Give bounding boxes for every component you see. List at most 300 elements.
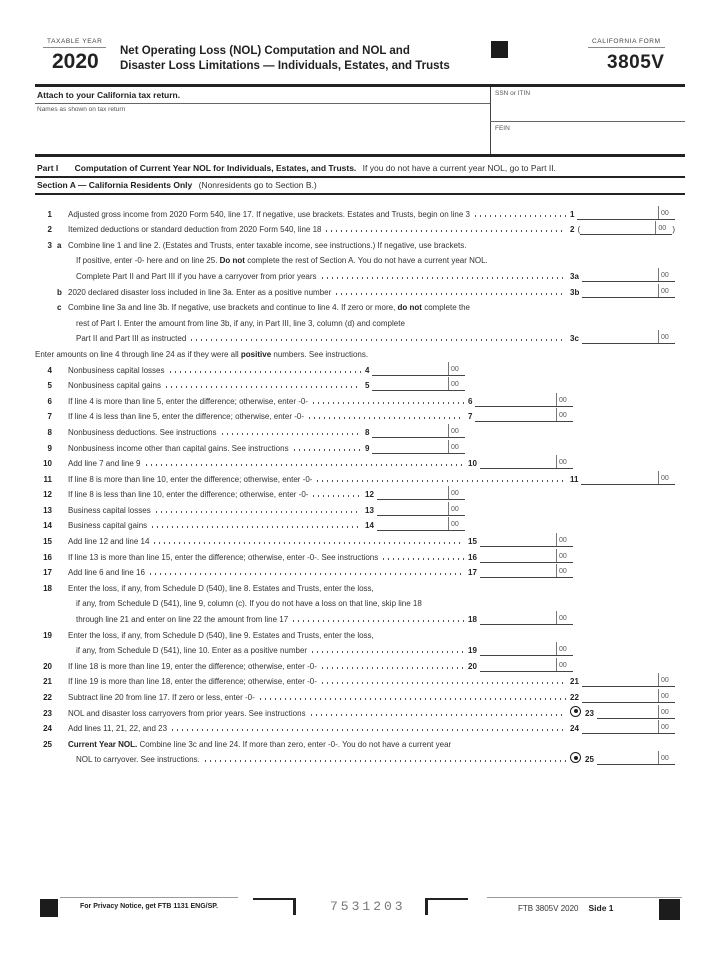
attach-underline [35, 103, 490, 104]
entry-line-number: 13 [365, 505, 374, 515]
form-line-9 [35, 438, 685, 454]
form-line-6 [35, 391, 685, 407]
line-number: 15 [43, 537, 52, 547]
cents-00-label: 00 [448, 424, 465, 437]
cents-00-label: 00 [448, 486, 465, 499]
corner-bracket-right-icon [253, 898, 296, 915]
line-18-dollars-input[interactable] [480, 612, 556, 624]
entry-line-number: 12 [365, 490, 374, 500]
line-text: if any, from Schedule D (541), line 10. Enter as a positive number [76, 646, 308, 656]
cents-00-label: 00 [658, 284, 675, 297]
amount-entry-line [480, 534, 573, 547]
line-sub-letter [52, 733, 68, 734]
registration-mark-square [491, 41, 508, 58]
line-text: if any, from Schedule D (541), line 9, column (c). If you do not have a loss on that line, skip line 18 [76, 599, 422, 609]
note-text: Enter amounts on line 4 through line 24 as if they were all positive numbers. See instructions. [35, 349, 369, 359]
line-text: Enter the loss, if any, from Schedule D (540), line 9. Estates and Trusts, enter the loss, [68, 630, 374, 640]
line-number: 17 [43, 568, 52, 578]
dotted-leader [322, 277, 566, 279]
line-sub-letter: a [57, 240, 62, 250]
line-sub-letter [52, 749, 68, 750]
fein-field[interactable] [492, 133, 682, 153]
line-text: NOL and disaster loss carryovers from prior years. See instructions [68, 708, 306, 718]
line-sub-letter [52, 375, 68, 376]
amount-entry-line [582, 331, 675, 344]
entry-line-number: 5 [365, 381, 370, 391]
line-text: Nonbusiness capital gains [68, 381, 161, 391]
cents-00-label: 00 [448, 377, 465, 390]
cents-00-label: 00 [658, 206, 675, 219]
names-label: Names as shown on tax return [37, 106, 126, 113]
line-text: Nonbusiness deductions. See instructions [68, 427, 217, 437]
line-24-amount-field [570, 721, 675, 734]
dotted-leader [260, 698, 566, 700]
line-16-dollars-input[interactable] [480, 550, 556, 562]
amount-entry-line [577, 207, 675, 220]
line-number: 21 [43, 677, 52, 687]
dotted-leader [313, 495, 361, 497]
line-text: Adjusted gross income from 2020 Form 540, line 17. If negative, use brackets. Estates and Trusts, begin on line 3 [68, 209, 470, 219]
line-number: 24 [43, 724, 52, 734]
cents-00-label: 00 [556, 408, 573, 421]
entry-line-number: 18 [468, 615, 477, 625]
line-sub-letter [52, 671, 68, 672]
cents-00-label: 00 [658, 268, 675, 281]
line-9-amount-field [365, 441, 465, 454]
line-5-dollars-input[interactable] [372, 378, 448, 390]
dotted-leader [326, 230, 566, 232]
dotted-leader [293, 620, 464, 622]
line-7-amount-field [468, 409, 573, 422]
amount-entry-line [475, 394, 573, 407]
entry-line-number: 24 [570, 724, 579, 734]
entry-line-number: 3c [570, 334, 579, 344]
entry-line-number: 17 [468, 568, 477, 578]
amount-entry-line [475, 409, 573, 422]
form-line-18-cont2 [35, 609, 685, 625]
cents-00-label: 00 [448, 517, 465, 530]
dotted-leader [150, 573, 464, 575]
line-sub-letter [52, 421, 68, 422]
header-bottom-rule [35, 154, 685, 157]
form-line-23 [35, 703, 685, 719]
part1-underline [35, 176, 685, 178]
line-19-amount-field [468, 643, 573, 656]
form-line-22 [35, 687, 685, 703]
sectionA-underline [35, 193, 685, 195]
form-line-7 [35, 407, 685, 423]
dotted-leader [146, 464, 465, 466]
entry-line-number: 25 [585, 755, 594, 765]
part1-header [37, 163, 556, 173]
amount-entry-line [480, 565, 573, 578]
line-23-dollars-input[interactable] [597, 706, 658, 718]
line-6-dollars-input[interactable] [475, 394, 556, 406]
line-text: Add line 7 and line 9 [68, 459, 141, 469]
line-20-dollars-input[interactable] [480, 659, 556, 671]
footer-left-square [40, 899, 58, 917]
amount-entry-line [581, 472, 675, 485]
form-line-25 [35, 734, 685, 750]
line-text: Combine line 1 and line 2. (Estates and Trusts, enter taxable income, see instructions.) If negative, use brackets. [68, 240, 467, 250]
line-number: 16 [43, 552, 52, 562]
amount-entry-line [372, 378, 465, 391]
dotted-leader [172, 729, 566, 731]
cents-00-label: 00 [658, 705, 675, 718]
line-2-dollars-input[interactable] [580, 222, 655, 234]
form-line-24 [35, 719, 685, 735]
form-line-20 [35, 656, 685, 672]
form-line-2 [35, 220, 685, 236]
line-number: 2 [47, 225, 52, 235]
ssn-field[interactable] [492, 98, 682, 120]
form-line-16 [35, 547, 685, 563]
taxable-year-value: 2020 [52, 50, 99, 73]
corner-bracket-left-icon [425, 898, 468, 915]
cents-00-label: 00 [658, 720, 675, 733]
dotted-leader [294, 449, 361, 451]
line-sub-letter [52, 390, 68, 391]
line-3c-dollars-input[interactable] [582, 331, 658, 343]
form-line-5 [35, 376, 685, 392]
line-text: Part II and Part III as instructed [76, 334, 187, 344]
line-number: 18 [43, 583, 52, 593]
entry-line-number: 16 [468, 552, 477, 562]
entry-line-number: 10 [468, 459, 477, 469]
scan-code: 7531203 [330, 899, 406, 914]
privacy-topline [60, 897, 238, 898]
line-number: 4 [47, 365, 52, 375]
line-number: 11 [43, 474, 52, 484]
line-3b-amount-field [570, 285, 675, 298]
taxable-year-label: TAXABLE YEAR [43, 38, 106, 48]
dotted-leader [166, 386, 361, 388]
line-sub-letter [52, 453, 68, 454]
line-12-dollars-input[interactable] [377, 487, 448, 499]
amount-entry-line [582, 269, 675, 282]
form-line-4 [35, 360, 685, 376]
entry-line-number: 15 [468, 537, 477, 547]
entry-line-number: 8 [365, 427, 370, 437]
cents-00-label: 00 [556, 658, 573, 671]
amount-entry-line [580, 222, 672, 235]
footer-side-label: Side 1 [588, 903, 614, 913]
form-line-10 [35, 454, 685, 470]
form-line-11 [35, 469, 685, 485]
dotted-leader [205, 760, 566, 762]
line-sub-letter [52, 577, 68, 578]
amount-entry-line [597, 752, 675, 765]
line-sub-letter [52, 530, 68, 531]
line-text: Itemized deductions or standard deduction from 2020 Form 540, line 18 [68, 225, 322, 235]
line-number: 25 [43, 739, 52, 749]
line-sub-letter [52, 562, 68, 563]
line-text: If line 8 is less than line 10, enter the difference; otherwise, enter -0- [68, 490, 309, 500]
dotted-leader [154, 542, 464, 544]
form-title [120, 44, 450, 74]
entry-line-number: 4 [365, 365, 370, 375]
line-number: 22 [43, 693, 52, 702]
amount-entry-line [480, 659, 573, 672]
dotted-leader [383, 558, 464, 560]
line-number: 9 [47, 443, 52, 453]
line-24-dollars-input[interactable] [582, 721, 658, 733]
amount-entry-line [480, 612, 573, 625]
line-1-dollars-input[interactable] [577, 207, 658, 219]
line-6-amount-field [468, 394, 573, 407]
form-line-18-cont1 [35, 594, 685, 610]
sectionA-label: Section A — California Residents Only [37, 180, 193, 190]
entry-line-number: 3a [570, 271, 579, 281]
line-3a-dollars-input[interactable] [582, 269, 658, 281]
ssn-label: SSN or ITIN [495, 90, 531, 97]
form-line-1 [35, 204, 685, 220]
line-text: Add line 12 and line 14 [68, 537, 150, 547]
amount-entry-line [372, 441, 465, 454]
amount-entry-line [372, 425, 465, 438]
entry-line-number: 3b [570, 287, 580, 297]
line-sub-letter [52, 702, 68, 703]
amount-entry-line [480, 643, 573, 656]
open-paren: ( [577, 225, 581, 235]
line-number: 19 [43, 630, 52, 640]
line-text: Current Year NOL. Combine line 3c and line 24. If more than zero, enter -0-. You do not have a current year [68, 739, 452, 749]
line-text: If line 13 is more than line 15, enter the difference; otherwise, enter -0-. See instructions [68, 552, 379, 562]
line-text: Nonbusiness income other than capital gains. See instructions [68, 443, 289, 453]
ssn-fein-separator [490, 121, 685, 122]
line-number: 20 [43, 661, 52, 671]
entry-line-number: 20 [468, 661, 477, 671]
line-text: If line 8 is more than line 10, enter the difference; otherwise, enter -0- [68, 474, 313, 484]
line-text: Combine line 3a and line 3b. If negative, use brackets and continue to line 4. If zero or more, do not complete the [68, 303, 470, 313]
form-line-15 [35, 531, 685, 547]
line-text: Business capital losses [68, 505, 151, 515]
cents-00-label: 00 [658, 751, 675, 764]
footer-topline [487, 897, 682, 898]
cents-00-label: 00 [658, 673, 675, 686]
dotted-leader [152, 526, 361, 528]
line-number: 23 [43, 708, 52, 718]
amount-entry-line [377, 487, 465, 500]
form-line-19-cont1 [35, 641, 685, 657]
line-9-dollars-input[interactable] [372, 441, 448, 453]
line-14-amount-field [365, 518, 465, 531]
line-sub-letter: c [57, 303, 62, 313]
amount-entry-line [480, 550, 573, 563]
line-text: If positive, enter -0- here and on line 25. Do not complete the rest of Section A. You do not have a current year NOL. [76, 256, 488, 266]
line-8-amount-field [365, 425, 465, 438]
line-15-amount-field [468, 534, 573, 547]
line-text: Complete Part II and Part III if you have a carryover from prior years [76, 271, 317, 281]
amount-entry-line [377, 503, 465, 516]
close-paren: ) [672, 225, 675, 235]
footer-form-id-text: FTB 3805V 2020 [518, 904, 579, 913]
line-text: Add lines 11, 21, 22, and 23 [68, 724, 168, 734]
line-sub-letter [52, 686, 68, 687]
form-line-c-cont2 [35, 329, 685, 345]
cents-00-label: 00 [556, 564, 573, 577]
line-4-dollars-input[interactable] [372, 363, 448, 375]
entry-line-number: 7 [468, 412, 473, 422]
line-3b-dollars-input[interactable] [582, 285, 658, 297]
california-form-label: CALIFORNIA FORM [588, 38, 665, 48]
line-sub-letter [52, 593, 68, 594]
positive-numbers-note [35, 344, 685, 360]
cents-00-label: 00 [658, 689, 675, 702]
cents-00-label: 00 [658, 471, 675, 484]
line-number: 7 [47, 412, 52, 422]
line-21-amount-field [570, 674, 675, 687]
line-13-dollars-input[interactable] [377, 503, 448, 515]
entry-line-number: 1 [570, 209, 575, 219]
line-2-amount-field [570, 222, 675, 235]
line-number [35, 312, 52, 313]
form-line-3-cont1 [35, 251, 685, 267]
line-17-dollars-input[interactable] [480, 565, 556, 577]
cents-00-label: 00 [556, 549, 573, 562]
dotted-leader [322, 682, 566, 684]
line-text: through line 21 and enter on line 22 the amount from line 17 [76, 615, 289, 625]
cents-00-label: 00 [448, 440, 465, 453]
line-10-dollars-input[interactable] [480, 456, 556, 468]
line-text: If line 18 is more than line 19, enter the difference; otherwise, enter -0- [68, 661, 317, 671]
dotted-leader [475, 215, 566, 217]
cents-00-label: 00 [556, 642, 573, 655]
amount-entry-line [582, 285, 675, 298]
attach-instruction: Attach to your California tax return. [37, 90, 181, 100]
line-sub-letter [52, 515, 68, 516]
line-number: 3 [47, 240, 52, 250]
line-sub-letter [52, 718, 68, 719]
line-15-dollars-input[interactable] [480, 534, 556, 546]
dotted-leader [317, 480, 566, 482]
line-5-amount-field [365, 378, 465, 391]
line-sub-letter [52, 234, 68, 235]
form-lines [35, 197, 685, 765]
dotted-leader [309, 417, 464, 419]
line-text: rest of Part I. Enter the amount from line 3b, if any, in Part III, line 3, column (d) and complete [76, 318, 405, 328]
line-number: 14 [43, 521, 52, 531]
cents-00-label: 00 [655, 221, 672, 234]
form-line-25-cont1 [35, 750, 685, 766]
line-17-amount-field [468, 565, 573, 578]
amount-entry-line [582, 690, 675, 703]
form-line-13 [35, 500, 685, 516]
form-number: 3805V [607, 52, 665, 73]
form-line-21 [35, 672, 685, 688]
line-text: Add line 6 and line 16 [68, 568, 145, 578]
entry-line-number: 19 [468, 646, 477, 656]
line-11-amount-field [570, 472, 675, 485]
amount-entry-line [480, 456, 573, 469]
part1-label: Part I [37, 163, 59, 173]
form-line-14 [35, 516, 685, 532]
line-sub-letter [52, 406, 68, 407]
line-1-amount-field [570, 207, 675, 220]
line-7-dollars-input[interactable] [475, 409, 556, 421]
amount-entry-line [597, 706, 675, 719]
dotted-leader [322, 667, 464, 669]
line-text: NOL to carryover. See instructions. [76, 755, 200, 765]
amount-entry-line [582, 721, 675, 734]
line-19-dollars-input[interactable] [480, 643, 556, 655]
line-number: 8 [47, 427, 52, 437]
header-rule [35, 84, 685, 87]
dotted-leader [312, 651, 464, 653]
form-title-line2: Disaster Loss Limitations — Individuals, Estates, and Trusts [120, 60, 450, 72]
form-title-line1: Net Operating Loss (NOL) Computation and NOL and [120, 45, 410, 57]
sectionA-note: (Nonresidents go to Section B.) [198, 180, 317, 190]
line-text: If line 4 is less than line 5, enter the difference; otherwise, enter -0- [68, 412, 304, 422]
line-text: Subtract line 20 from line 17. If zero or less, enter -0- [68, 693, 255, 702]
line-18-amount-field [468, 612, 573, 625]
form-line-8 [35, 422, 685, 438]
line-number: 10 [43, 459, 52, 469]
footer-right-square [659, 899, 680, 920]
form-line-c [35, 298, 685, 314]
line-text: Enter the loss, if any, from Schedule D (540), line 8. Estates and Trusts, enter the loss, [68, 583, 374, 593]
entry-line-number: 22 [570, 693, 579, 702]
part1-title: Computation of Current Year NOL for Individuals, Estates, and Trusts. [74, 163, 357, 173]
line-14-dollars-input[interactable] [377, 518, 448, 530]
line-13-amount-field [365, 503, 465, 516]
dotted-leader [222, 433, 361, 435]
amount-entry-line [377, 518, 465, 531]
line-sub-letter [52, 219, 68, 220]
line-text: If line 4 is more than line 5, enter the difference; otherwise, enter -0- [68, 396, 308, 406]
line-sub-letter [52, 437, 68, 438]
entry-line-number: 14 [365, 521, 374, 531]
form-line-b [35, 282, 685, 298]
entry-line-number: 11 [570, 474, 579, 484]
cents-00-label: 00 [448, 362, 465, 375]
entry-line-number: 6 [468, 396, 473, 406]
line-22-dollars-input[interactable] [582, 690, 658, 702]
line-8-dollars-input[interactable] [372, 425, 448, 437]
form-line-19 [35, 625, 685, 641]
line-12-amount-field [365, 487, 465, 500]
line-3c-amount-field [570, 331, 675, 344]
line-sub-letter [52, 640, 68, 641]
line-sub-letter [52, 468, 68, 469]
cents-00-label: 00 [658, 330, 675, 343]
fill-in-bullseye-icon [570, 752, 581, 763]
line-22-amount-field [570, 690, 675, 703]
cents-00-label: 00 [448, 502, 465, 515]
part1-note: If you do not have a current year NOL, go to Part II. [362, 163, 556, 173]
entry-line-number: 2 [570, 225, 575, 235]
line-number: 12 [43, 490, 52, 500]
dotted-leader [170, 371, 362, 373]
dotted-leader [336, 293, 566, 295]
line-10-amount-field [468, 456, 573, 469]
line-text: If line 19 is more than line 18, enter the difference; otherwise, enter -0- [68, 677, 317, 687]
line-number: 13 [43, 505, 52, 515]
line-23-amount-field [570, 706, 675, 719]
cents-00-label: 00 [556, 393, 573, 406]
line-11-dollars-input[interactable] [581, 472, 658, 484]
line-text: Business capital gains [68, 521, 148, 531]
cents-00-label: 00 [556, 611, 573, 624]
entry-line-number: 23 [585, 708, 594, 718]
names-field[interactable] [35, 110, 485, 152]
line-sub-letter [52, 484, 68, 485]
line-number: 6 [47, 396, 52, 406]
form-line-18 [35, 578, 685, 594]
sectionA-header [37, 180, 317, 190]
line-25-dollars-input[interactable] [597, 752, 658, 764]
line-21-dollars-input[interactable] [582, 674, 658, 686]
